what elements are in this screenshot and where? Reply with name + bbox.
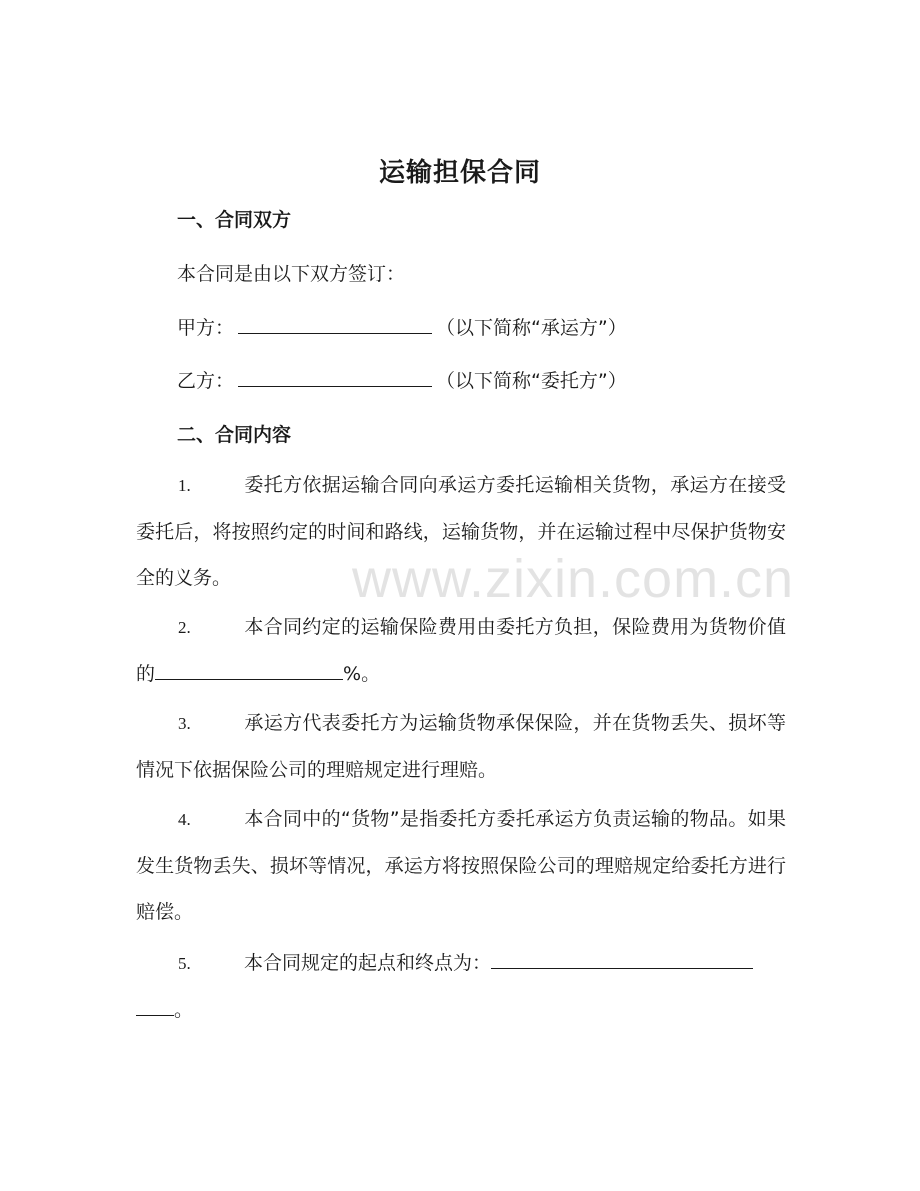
clause-number: 3. xyxy=(178,714,191,733)
watermark-text: www.zixin.com.cn xyxy=(352,549,795,609)
party-b-blank[interactable] xyxy=(238,366,432,387)
party-b-line xyxy=(177,366,627,393)
clause-text-end: 。 xyxy=(174,999,194,1021)
route-blank-2[interactable] xyxy=(136,995,174,1016)
clause-3 xyxy=(136,700,786,793)
clause-text-end: %。 xyxy=(343,663,381,685)
clause-4 xyxy=(136,796,786,935)
document-title: 运输担保合同 xyxy=(378,158,541,188)
clause-2 xyxy=(136,604,786,697)
clause-text: 承运方代表委托方为运输货物承保保险，并在货物丢失、损坏等情况下依据保险公司的理赔规定进行理赔。 xyxy=(136,712,786,781)
clause-text: 委托方依据运输合同向承运方委托运输相关货物，承运方在接受委托后，将按照约定的时间和路线，运输货物，并在运输过程中尽保护货物安全的义务。 xyxy=(136,474,786,589)
section1-heading: 一、合同双方 xyxy=(177,209,292,231)
intro-text: 本合同是由以下双方签订： xyxy=(177,263,406,285)
clause-number: 5. xyxy=(178,954,191,973)
party-a-line xyxy=(177,313,627,340)
clause-text: 本合同约定的运输保险费用由委托方负担，保险费用为货物价值的 xyxy=(136,616,786,685)
clause-text: 本合同中的“货物”是指委托方委托承运方负责运输的物品。如果发生货物丢失、损坏等情况，承运方将按照保险公司的理赔规定给委托方进行赔偿。 xyxy=(136,808,786,923)
clause-text: 本合同规定的起点和终点为： xyxy=(244,952,492,974)
party-a-blank[interactable] xyxy=(238,313,432,334)
clause-5 xyxy=(136,940,786,1033)
party-a-label: 甲方： xyxy=(177,317,235,339)
clause-number: 4. xyxy=(178,810,191,829)
insurance-rate-blank[interactable] xyxy=(155,659,343,680)
clause-number: 1. xyxy=(178,476,191,495)
route-blank-1[interactable] xyxy=(491,948,753,969)
clause-number: 2. xyxy=(178,618,191,637)
section2-heading: 二、合同内容 xyxy=(177,424,292,446)
party-b-note: （以下简称“委托方”） xyxy=(436,370,627,392)
party-a-note: （以下简称“承运方”） xyxy=(436,317,627,339)
party-b-label: 乙方： xyxy=(177,370,235,392)
